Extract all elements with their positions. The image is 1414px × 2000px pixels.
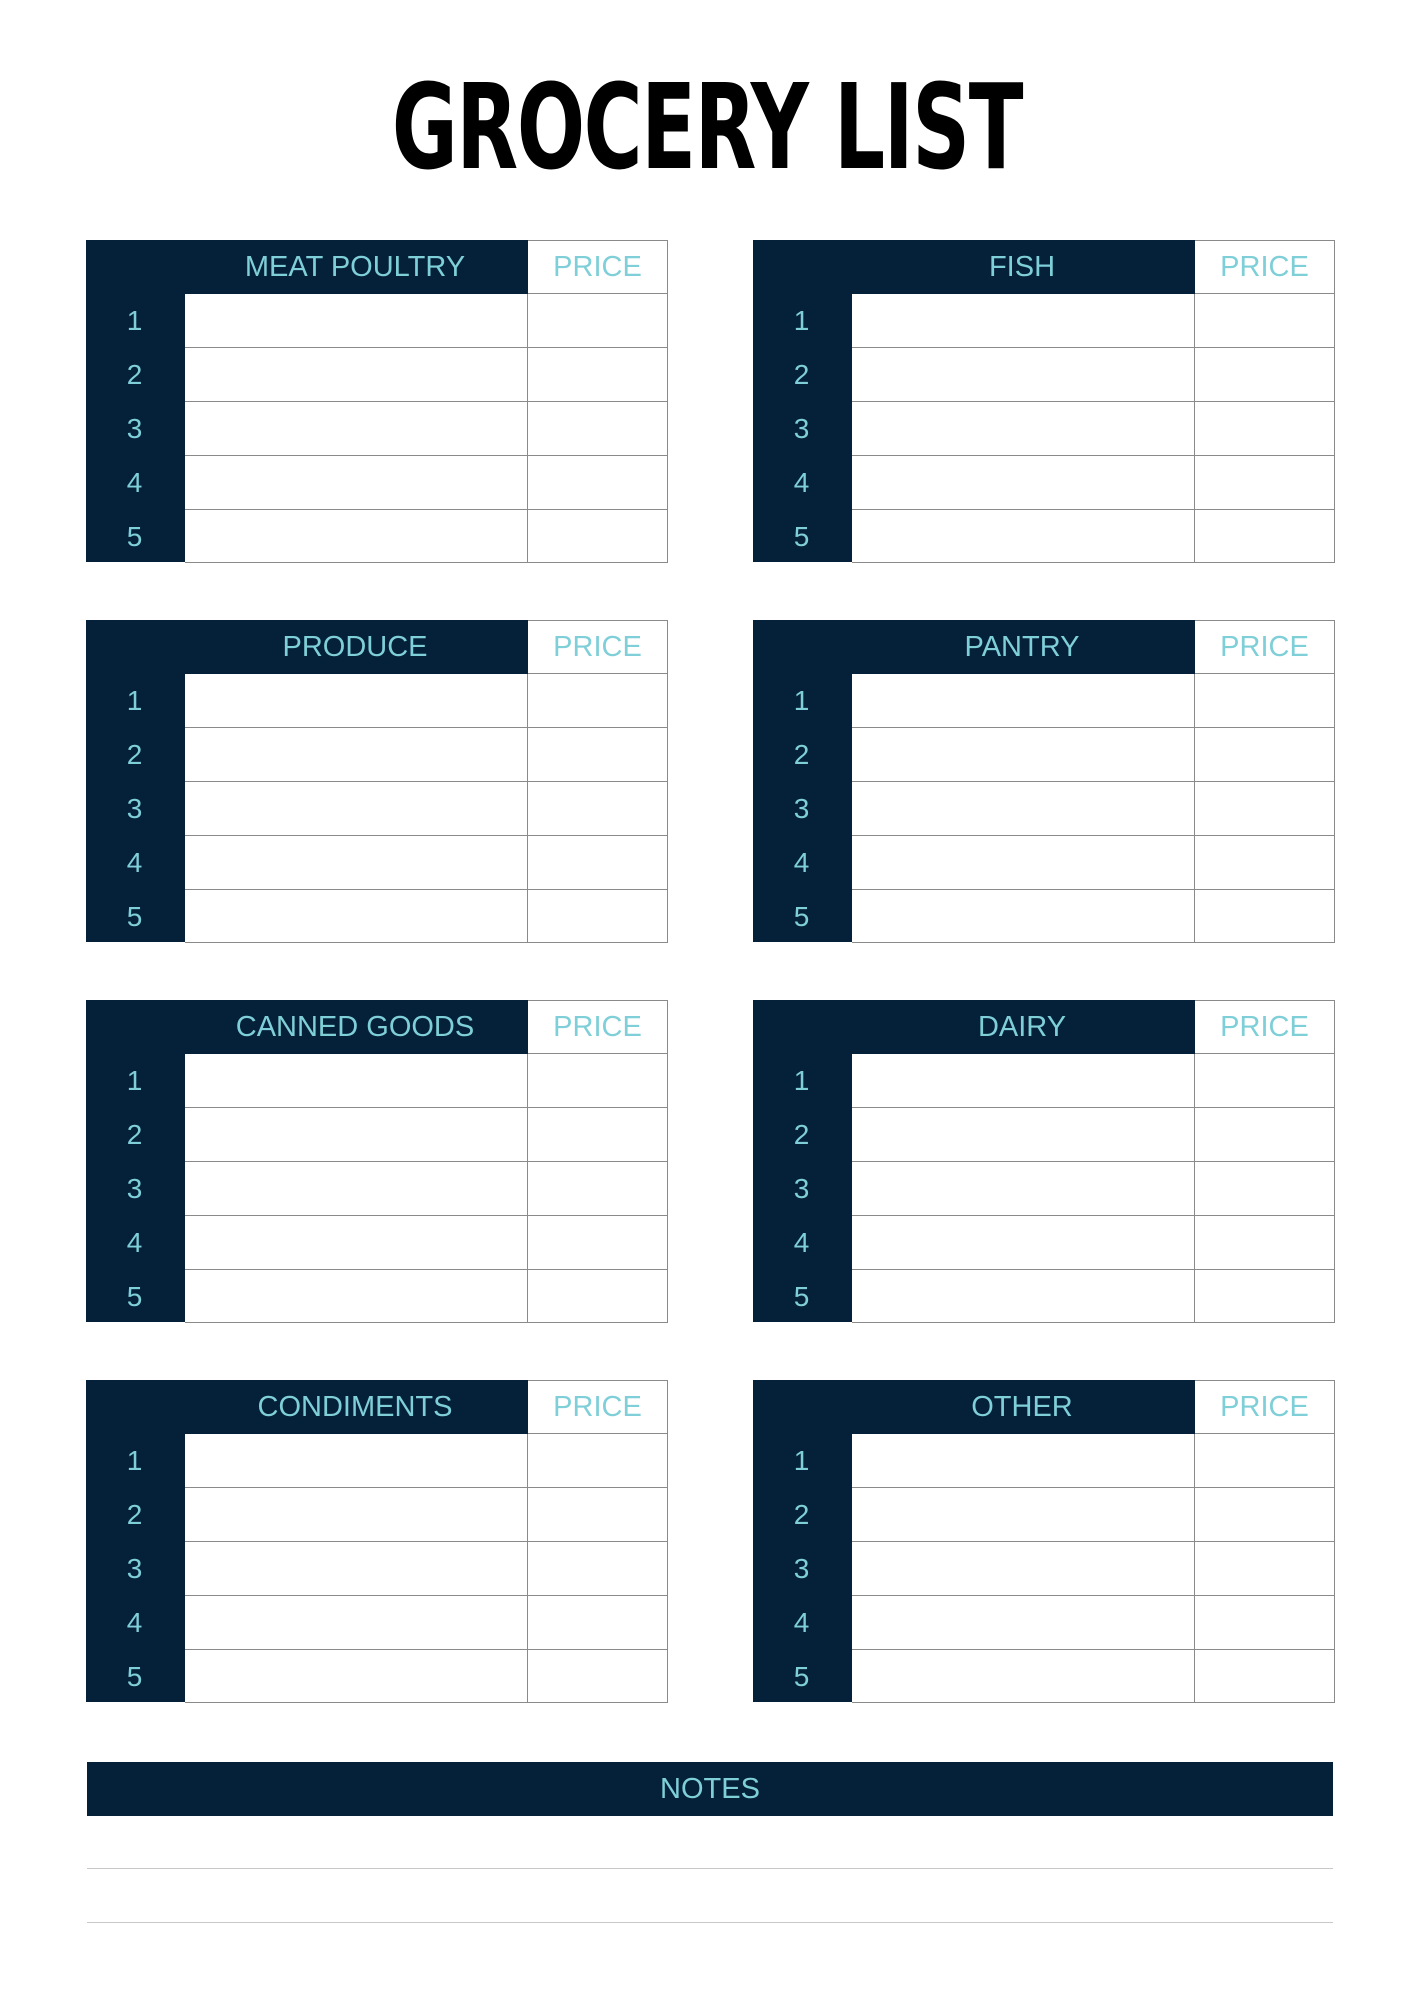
table-row [753,728,1335,782]
row-number: 3 [793,1173,810,1204]
table-dairy [753,1000,1335,1322]
price-header: PRICE [1195,620,1335,674]
item-cell[interactable] [852,890,1195,943]
table-row [753,890,1335,944]
price-cell[interactable] [1195,1542,1335,1596]
row-number: 2 [793,1499,810,1530]
price-cell[interactable] [1195,782,1335,836]
item-cell[interactable] [185,348,528,402]
table-row [753,1054,1335,1108]
price-cell[interactable] [528,836,668,890]
table-condiments [86,1380,668,1702]
item-cell[interactable] [852,1216,1195,1270]
price-cell[interactable] [528,1162,668,1216]
item-cell[interactable] [185,782,528,836]
row-number: 3 [126,1173,143,1204]
row-number: 1 [126,305,143,336]
row-number: 1 [793,305,810,336]
item-cell[interactable] [852,836,1195,890]
price-cell[interactable] [528,294,668,348]
price-cell[interactable] [1195,294,1335,348]
row-number: 4 [793,1607,810,1638]
price-cell[interactable] [1195,1596,1335,1650]
row-number: 2 [793,739,810,770]
table-row [86,1108,668,1162]
price-header: PRICE [528,1380,668,1434]
section-title: OTHER [753,1380,1195,1434]
table-row [86,348,668,402]
section-title: MEAT POULTRY [86,240,528,294]
row-number: 4 [793,467,810,498]
section-title: CANNED GOODS [86,1000,528,1054]
table-row [753,1162,1335,1216]
price-header: PRICE [528,1000,668,1054]
item-cell[interactable] [185,1108,528,1162]
table-row [86,1596,668,1650]
item-cell[interactable] [185,1054,528,1108]
price-cell[interactable] [528,890,668,943]
table-other [753,1380,1335,1702]
price-cell[interactable] [528,1216,668,1270]
table-row [86,890,668,944]
item-cell[interactable] [852,1542,1195,1596]
row-number: 4 [793,1227,810,1258]
row-number: 5 [126,901,143,932]
price-cell[interactable] [1195,348,1335,402]
table-row [86,1054,668,1108]
table-row [86,1434,668,1488]
section-title: PANTRY [753,620,1195,674]
table-row [753,836,1335,890]
price-cell[interactable] [528,348,668,402]
table-row [753,1542,1335,1596]
table-row [753,1596,1335,1650]
table-row [86,1270,668,1324]
item-cell[interactable] [185,456,528,510]
item-cell[interactable] [185,1162,528,1216]
item-cell[interactable] [185,510,528,563]
row-number: 3 [126,1553,143,1584]
table-row [753,1650,1335,1704]
price-header: PRICE [528,620,668,674]
row-number: 2 [126,739,143,770]
price-cell[interactable] [1195,456,1335,510]
price-cell[interactable] [528,728,668,782]
table-row [753,1216,1335,1270]
price-header: PRICE [1195,1380,1335,1434]
item-cell[interactable] [852,1162,1195,1216]
price-cell[interactable] [528,1108,668,1162]
table-row [86,1216,668,1270]
item-cell[interactable] [185,1488,528,1542]
row-number: 2 [793,1119,810,1150]
price-cell[interactable] [1195,1650,1335,1703]
table-row [753,456,1335,510]
row-number: 1 [126,1065,143,1096]
item-cell[interactable] [185,294,528,348]
row-number: 3 [126,793,143,824]
table-row [86,674,668,728]
table-row [86,1542,668,1596]
row-number: 4 [126,467,143,498]
table-row [753,1434,1335,1488]
row-number: 5 [793,1661,810,1692]
item-cell[interactable] [852,1108,1195,1162]
item-cell[interactable] [852,1596,1195,1650]
row-number: 4 [126,1607,143,1638]
table-fish [753,240,1335,562]
price-cell[interactable] [528,402,668,456]
notes-line[interactable] [87,1922,1333,1923]
price-cell[interactable] [1195,890,1335,943]
price-cell[interactable] [528,1488,668,1542]
notes-header: NOTES [87,1762,1333,1816]
price-header: PRICE [528,240,668,294]
price-cell[interactable] [1195,728,1335,782]
price-cell[interactable] [528,456,668,510]
table-row [753,1108,1335,1162]
table-row [753,510,1335,564]
price-cell[interactable] [528,1650,668,1703]
row-number: 2 [126,1119,143,1150]
row-number: 4 [793,847,810,878]
row-number: 1 [793,685,810,716]
page-title: GROCERY LIST [391,58,1023,196]
table-row [86,402,668,456]
item-cell[interactable] [185,728,528,782]
table-row [753,782,1335,836]
row-number: 3 [793,413,810,444]
section-title: PRODUCE [86,620,528,674]
item-cell[interactable] [852,1434,1195,1488]
row-number: 1 [126,685,143,716]
row-number: 3 [793,1553,810,1584]
item-cell[interactable] [185,1542,528,1596]
table-row [86,836,668,890]
item-cell[interactable] [185,1650,528,1703]
price-cell[interactable] [1195,1162,1335,1216]
row-number: 5 [793,1281,810,1312]
table-row [753,348,1335,402]
table-row [86,1162,668,1216]
price-cell[interactable] [1195,674,1335,728]
price-cell[interactable] [528,1542,668,1596]
item-cell[interactable] [185,402,528,456]
price-cell[interactable] [528,1596,668,1650]
item-cell[interactable] [852,348,1195,402]
section-title: CONDIMENTS [86,1380,528,1434]
price-header: PRICE [1195,1000,1335,1054]
price-cell[interactable] [528,782,668,836]
price-cell[interactable] [1195,510,1335,563]
price-cell[interactable] [1195,402,1335,456]
table-row [86,728,668,782]
row-number: 2 [126,1499,143,1530]
price-cell[interactable] [528,1270,668,1323]
section-title: DAIRY [753,1000,1195,1054]
row-number: 2 [126,359,143,390]
table-pantry [753,620,1335,942]
item-cell[interactable] [852,1488,1195,1542]
price-cell[interactable] [528,1434,668,1488]
price-cell[interactable] [528,1054,668,1108]
item-cell[interactable] [185,836,528,890]
table-row [753,402,1335,456]
item-cell[interactable] [852,456,1195,510]
table-row [86,1650,668,1704]
table-row [753,1488,1335,1542]
item-cell[interactable] [852,510,1195,563]
item-cell[interactable] [852,402,1195,456]
price-cell[interactable] [1195,1054,1335,1108]
notes-line[interactable] [87,1868,1333,1869]
table-row [86,294,668,348]
price-cell[interactable] [1195,1488,1335,1542]
row-number: 2 [793,359,810,390]
table-row [86,782,668,836]
table-row [86,510,668,564]
price-cell[interactable] [528,674,668,728]
row-number: 1 [126,1445,143,1476]
item-cell[interactable] [852,674,1195,728]
row-number: 5 [126,1281,143,1312]
item-cell[interactable] [185,890,528,943]
row-number: 4 [126,847,143,878]
price-cell[interactable] [1195,1108,1335,1162]
table-row [86,456,668,510]
row-number: 3 [793,793,810,824]
row-number: 1 [793,1445,810,1476]
row-number: 5 [793,901,810,932]
item-cell[interactable] [185,1434,528,1488]
row-number: 5 [793,521,810,552]
table-row [753,674,1335,728]
item-cell[interactable] [852,1054,1195,1108]
item-cell[interactable] [852,782,1195,836]
table-row [86,1488,668,1542]
item-cell[interactable] [852,728,1195,782]
item-cell[interactable] [852,1270,1195,1323]
price-cell[interactable] [1195,1434,1335,1488]
item-cell[interactable] [852,1650,1195,1703]
row-number: 1 [793,1065,810,1096]
price-header: PRICE [1195,240,1335,294]
table-canned-goods [86,1000,668,1322]
table-meat-poultry [86,240,668,562]
price-cell[interactable] [1195,1270,1335,1323]
item-cell[interactable] [185,674,528,728]
price-cell[interactable] [1195,836,1335,890]
row-number: 3 [126,413,143,444]
price-cell[interactable] [1195,1216,1335,1270]
row-number: 5 [126,521,143,552]
section-title: FISH [753,240,1195,294]
row-number: 4 [126,1227,143,1258]
item-cell[interactable] [852,294,1195,348]
table-row [753,1270,1335,1324]
row-number: 5 [126,1661,143,1692]
table-row [753,294,1335,348]
item-cell[interactable] [185,1596,528,1650]
price-cell[interactable] [528,510,668,563]
table-produce [86,620,668,942]
item-cell[interactable] [185,1270,528,1323]
item-cell[interactable] [185,1216,528,1270]
